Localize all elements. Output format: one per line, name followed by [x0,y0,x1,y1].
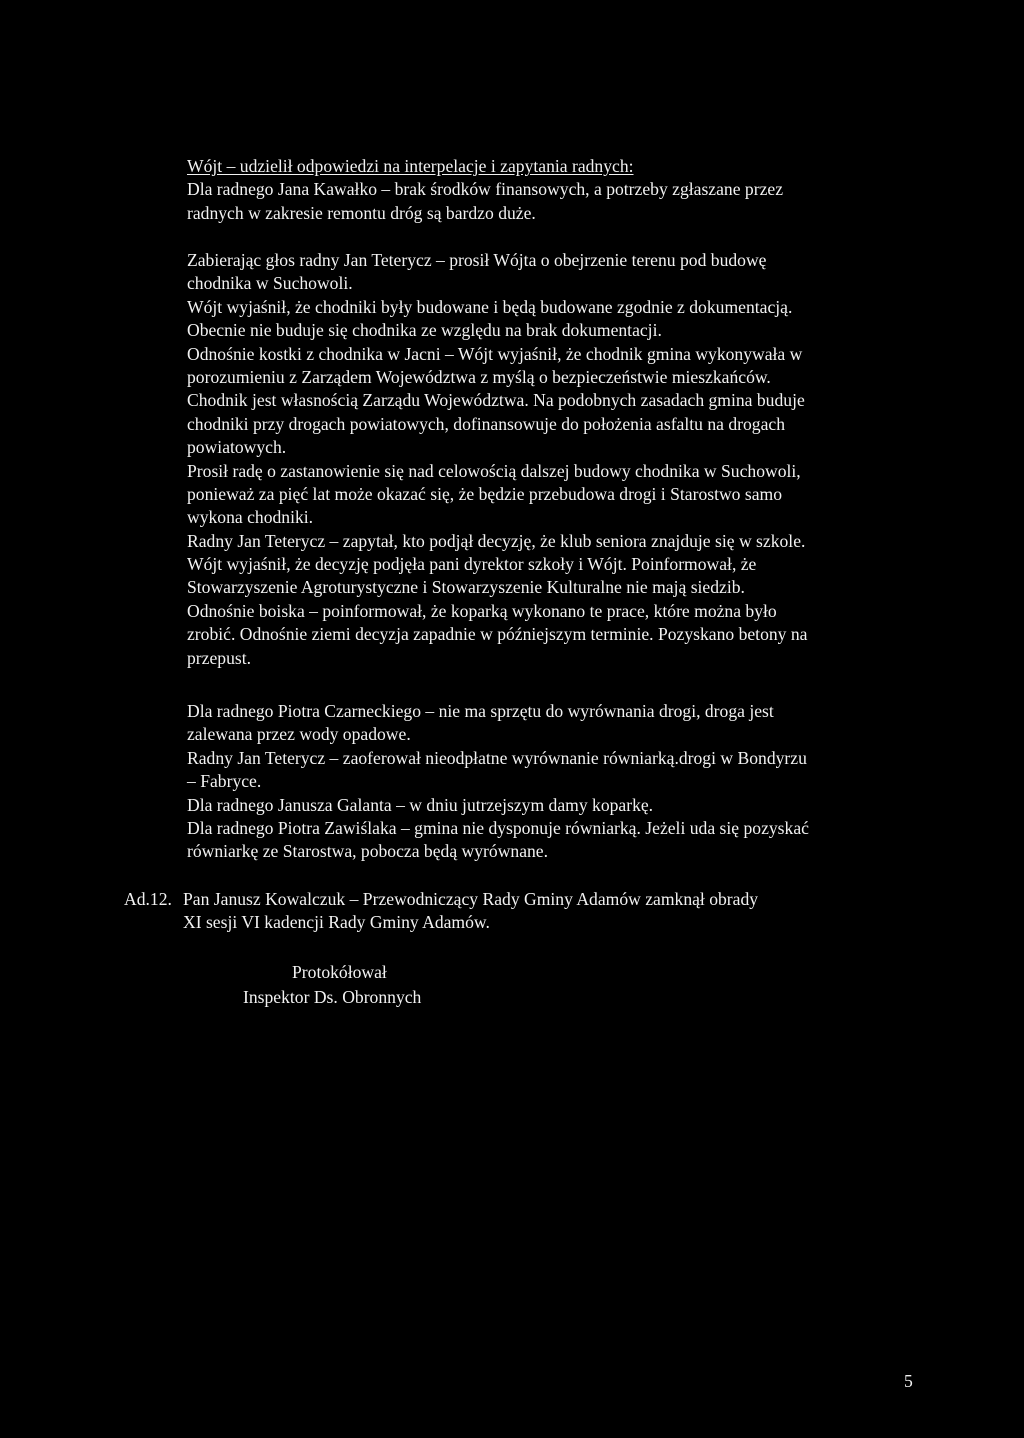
paragraph-line: Obecnie nie buduje się chodnika ze względu na brak dokumentacji. [187,320,662,341]
agenda-item-label: Ad.12. [124,889,172,909]
paragraph-line: ponieważ za pięć lat może okazać się, że będzie przebudowa drogi i Starostwo samo [187,483,783,504]
paragraph-line: porozumieniu z Zarządem Województwa z myślą o bezpieczeństwie mieszkańców. [187,366,771,387]
paragraph-line: Radny Jan Teterycz – zapytał, kto podjął decyzję, że klub seniora znajduje się w szkole. [187,530,806,551]
paragraph-line: przepust. [187,647,252,668]
teterycz-section [187,249,907,670]
paragraph-line: wykona chodniki. [187,507,314,528]
paragraph-line: chodniki przy drogach powiatowych, dofinansowuje do położenia asfaltu na drogach [187,413,786,434]
signature-title: Inspektor Ds. Obronnych [243,986,422,1007]
paragraph-line: powiatowych. [187,437,287,458]
paragraph-line: Prosił radę o zastanowienie się nad celowością dalszej budowy chodnika w Suchowoli, [187,460,801,481]
paragraph-line: równiarkę ze Starostwa, pobocza będą wyrównane. [187,841,549,862]
signature-block [243,960,421,1009]
paragraph-line: Dla radnego Piotra Zawiślaka – gmina nie dysponuje równiarką. Jeżeli uda się pozyskać [187,817,809,838]
paragraph-line: Zabierając głos radny Jan Teterycz – prosił Wójta o obejrzenie terenu pod budowę [187,250,767,270]
paragraph-line: Radny Jan Teterycz – zaoferował nieodpłatne wyrównanie równiarką.drogi w Bondyrzu [187,747,807,768]
paragraph-line: Dla radnego Jana Kawałko – brak środków finansowych, a potrzeby zgłaszane przez [187,179,783,200]
paragraph-line: XI sesji VI kadencji Rady Gminy Adamów. [183,912,490,933]
paragraph-line: Wójt wyjaśnił, że decyzję podjęła pani dyrektor szkoły i Wójt. Poinformował, że [187,554,757,575]
paragraph-line: Chodnik jest własnością Zarządu Województwa. Na podobnych zasadach gmina buduje [187,390,805,411]
paragraph-line: Dla radnego Piotra Czarneckiego – nie ma sprzętu do wyrównania drogi, droga jest [187,701,774,721]
page-number: 5 [904,1371,913,1391]
paragraph-line: Odnośnie boiska – poinformował, że koparką wykonano te prace, które można było [187,600,777,621]
paragraph-line: zalewana przez wody opadowe. [187,724,411,745]
section-heading: Wójt – udzielił odpowiedzi na interpelacje i zapytania radnych: [187,156,634,176]
agenda-item-text [183,888,758,935]
paragraph-line: Odnośnie kostki z chodnika w Jacni – Wójt wyjaśnił, że chodnik gmina wykonywała w [187,343,803,364]
paragraph-line: Pan Janusz Kowalczuk – Przewodniczący Rady Gminy Adamów zamknął obrady [183,889,759,909]
answers-section [187,155,907,225]
paragraph-line: Wójt wyjaśnił, że chodniki były budowane i będą budowane zgodnie z dokumentacją. [187,296,793,317]
paragraph-line: Dla radnego Janusza Galanta – w dniu jutrzejszym damy koparkę. [187,794,654,815]
paragraph-line: Stowarzyszenie Agroturystyczne i Stowarzyszenie Kulturalne nie mają siedzib. [187,577,745,598]
paragraph-line: radnych w zakresie remontu dróg są bardzo duże. [187,202,536,223]
paragraph-line: zrobić. Odnośnie ziemi decyzja zapadnie w późniejszym terminie. Pozyskano betony na [187,624,808,645]
paragraph-line: – Fabryce. [187,771,262,792]
paragraph-line: chodnika w Suchowoli. [187,273,353,294]
signature-role: Protokółował [292,962,387,982]
responses-section [187,700,907,864]
